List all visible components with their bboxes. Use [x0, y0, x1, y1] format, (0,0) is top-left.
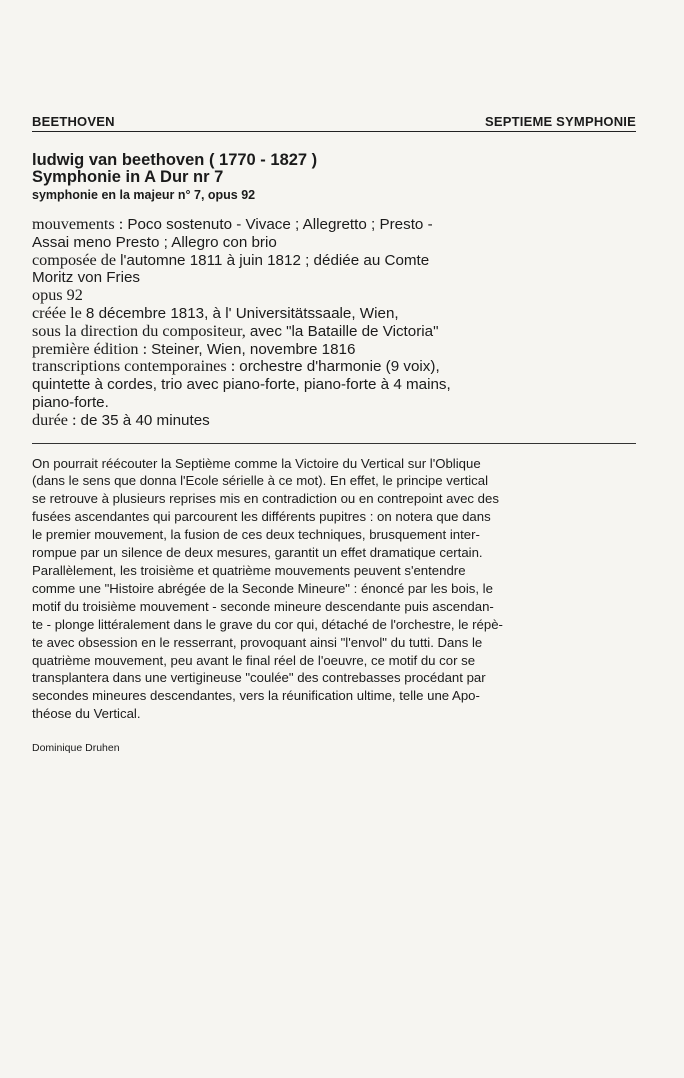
- header-composer: BEETHOVEN: [32, 114, 115, 129]
- essay-line: quatrième mouvement, peu avant le final réel de l'oeuvre, ce motif du cor se: [32, 652, 476, 668]
- info-line: [32, 341, 636, 359]
- booklet-page: [32, 114, 636, 754]
- info-text: Poco sostenuto - Vivace ; Allegretto ; Presto -: [127, 216, 433, 233]
- essay-line: transplantera dans une vertigineuse "coulée" des contrebasses procédant par: [32, 670, 486, 686]
- essay-author: Dominique Druhen: [32, 742, 120, 755]
- info-line: [32, 234, 636, 252]
- info-line: [32, 412, 636, 430]
- work-subtitle: symphonie en la majeur n° 7, opus 92: [32, 188, 256, 202]
- info-text: Moritz von Fries: [32, 269, 141, 287]
- info-label: première édition :: [32, 339, 152, 358]
- info-label: transcriptions contemporaines :: [32, 357, 240, 376]
- essay-line: (dans le sens que donna l'Ecole sérielle à ce mot). En effet, le principe vertical: [32, 473, 489, 489]
- info-line: [32, 252, 636, 270]
- essay-text: [32, 455, 636, 724]
- info-text: de 35 à 40 minutes: [80, 411, 210, 429]
- essay-line: secondes mineures descendantes, vers la réunification ultime, telle une Apo-: [32, 688, 480, 704]
- info-text: orchestre d'harmonie (9 voix),: [239, 358, 440, 376]
- info-line: [32, 287, 636, 305]
- info-text: piano-forte.: [32, 393, 109, 411]
- info-text: Steiner, Wien, novembre 1816: [151, 340, 356, 358]
- essay-line: motif du troisième mouvement - seconde mineure descendante puis ascendan-: [32, 598, 494, 614]
- info-text: Assai meno Presto ; Allegro con brio: [32, 233, 277, 251]
- info-text: avec "la Bataille de Victoria": [249, 322, 439, 340]
- info-line: [32, 269, 636, 287]
- info-text: quintette à cordes, trio avec piano-forte, piano-forte à 4 mains,: [32, 376, 451, 394]
- info-label: opus 92: [32, 286, 83, 305]
- info-line: [32, 323, 636, 341]
- info-label: créée le: [32, 303, 86, 322]
- title-block: [32, 152, 636, 204]
- info-label: mouvements :: [32, 215, 128, 233]
- info-line: [32, 305, 636, 323]
- info-text: 8 décembre 1813, à l' Universitätssaale, Wien,: [85, 304, 399, 322]
- essay-line: comme une "Histoire abrégée de la Seconde Mineure" : énoncé par les bois, le: [32, 580, 493, 596]
- essay-line: te - plonge littéralement dans le grave du cor qui, détaché de l'orchestre, le répè-: [32, 616, 503, 632]
- info-line: [32, 394, 636, 412]
- info-line: [32, 358, 636, 376]
- essay-line: On pourrait réécouter la Septième comme la Victoire du Vertical sur l'Oblique: [32, 455, 481, 471]
- work-title: Symphonie in A Dur nr 7: [32, 168, 224, 186]
- work-info: [32, 216, 636, 430]
- info-line: [32, 216, 636, 234]
- essay-line: théose du Vertical.: [32, 706, 141, 722]
- info-label: sous la direction du compositeur,: [32, 321, 250, 340]
- essay-line: rompue par un silence de deux mesures, garantit un effet dramatique certain.: [32, 545, 483, 561]
- header-work: SEPTIEME SYMPHONIE: [485, 114, 636, 129]
- section-divider: [32, 443, 636, 444]
- essay-line: Parallèlement, les troisième et quatrième mouvements peuvent s'entendre: [32, 563, 466, 578]
- essay-line: te avec obsession en le resserrant, provoquant ainsi "l'envol" du tutti. Dans le: [32, 634, 483, 650]
- info-label: composée de: [32, 250, 121, 269]
- composer-title: ludwig van beethoven ( 1770 - 1827 ): [32, 151, 318, 169]
- essay-line: le premier mouvement, la fusion de ces deux techniques, brusquement inter-: [32, 527, 480, 543]
- info-text: l'automne 1811 à juin 1812 ; dédiée au Comte: [120, 251, 430, 269]
- page-header: [32, 114, 636, 132]
- essay-line: fusées ascendantes qui parcourent les différents pupitres : on notera que dans: [32, 509, 491, 525]
- info-label: durée :: [32, 410, 81, 429]
- essay-line: se retrouve à plusieurs reprises mis en contradiction ou en contrepoint avec des: [32, 491, 499, 507]
- info-line: [32, 376, 636, 394]
